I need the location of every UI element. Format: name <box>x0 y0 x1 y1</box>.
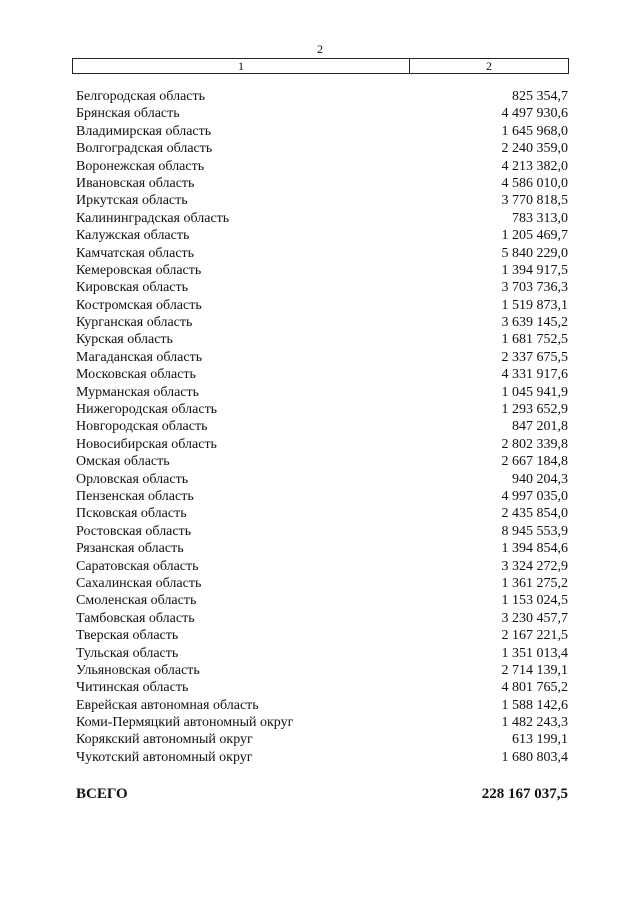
table-row <box>76 418 568 435</box>
region-value: 1 153 024,5 <box>501 593 568 609</box>
region-value: 2 435 854,0 <box>501 506 568 522</box>
region-value: 1 351 013,4 <box>501 645 568 661</box>
table-row <box>76 192 568 209</box>
table-row <box>76 662 568 679</box>
region-value: 1 588 142,6 <box>501 697 568 713</box>
region-name: Брянская область <box>76 106 180 122</box>
region-name: Тульская область <box>76 645 179 661</box>
region-value: 4 997 035,0 <box>501 488 568 504</box>
region-name: Волгоградская область <box>76 141 213 157</box>
region-name: Мурманская область <box>76 384 200 400</box>
region-name: Кировская область <box>76 280 189 296</box>
region-name: Курская область <box>76 332 173 348</box>
page-number: 2 <box>317 42 323 56</box>
total-value: 228 167 037,5 <box>481 786 568 802</box>
table-row <box>76 158 568 175</box>
region-name: Тверская область <box>76 628 179 644</box>
region-name: Калужская область <box>76 228 190 244</box>
region-value: 613 199,1 <box>512 732 568 748</box>
table-row <box>76 140 568 157</box>
region-name: Новгородская область <box>76 419 208 435</box>
table-row <box>76 262 568 279</box>
region-value: 2 802 339,8 <box>501 436 568 452</box>
region-name: Калининградская область <box>76 210 230 226</box>
region-name: Курганская область <box>76 315 193 331</box>
region-value: 4 586 010,0 <box>501 175 568 191</box>
region-name: Владимирская область <box>76 123 212 139</box>
table-row <box>76 523 568 540</box>
total-label: ВСЕГО <box>76 786 128 802</box>
region-value: 1 482 243,3 <box>501 715 568 731</box>
region-value: 1 293 652,9 <box>501 402 568 418</box>
region-name: Воронежская область <box>76 158 205 174</box>
table-row <box>76 105 568 122</box>
table-row <box>76 540 568 557</box>
table-row <box>76 558 568 575</box>
table-row <box>76 610 568 627</box>
table-row <box>76 749 568 766</box>
region-value: 4 801 765,2 <box>501 680 568 696</box>
table-row <box>76 123 568 140</box>
table-row <box>76 645 568 662</box>
region-name: Орловская область <box>76 471 189 487</box>
region-name: Сахалинская область <box>76 575 202 591</box>
region-name: Пензенская область <box>76 488 194 504</box>
table-row <box>76 384 568 401</box>
total-row <box>76 786 568 803</box>
table-row <box>76 279 568 296</box>
region-value: 1 361 275,2 <box>501 575 568 591</box>
region-value: 1 045 941,9 <box>501 384 568 400</box>
region-name: Ульяновская область <box>76 662 200 678</box>
region-name: Псковская область <box>76 506 187 522</box>
region-name: Корякский автономный округ <box>76 732 253 748</box>
region-value: 825 354,7 <box>512 89 568 104</box>
table-row <box>76 697 568 714</box>
region-value: 5 840 229,0 <box>501 245 568 261</box>
region-value: 783 313,0 <box>512 210 568 226</box>
region-name: Московская область <box>76 367 196 383</box>
region-name: Кемеровская область <box>76 262 202 278</box>
region-list <box>76 88 568 766</box>
table-row <box>76 453 568 470</box>
region-name: Коми-Пермяцкий автономный округ <box>76 715 294 731</box>
region-value: 4 497 930,6 <box>501 106 568 122</box>
table-row <box>76 314 568 331</box>
table-row <box>76 627 568 644</box>
region-name: Камчатская область <box>76 245 195 261</box>
region-value: 3 770 818,5 <box>501 193 568 209</box>
table-row <box>76 714 568 731</box>
region-value: 3 230 457,7 <box>501 610 568 626</box>
region-value: 3 324 272,9 <box>501 558 568 574</box>
region-value: 1 394 917,5 <box>501 262 568 278</box>
table-row <box>76 471 568 488</box>
table-header <box>72 58 569 74</box>
table-row <box>76 245 568 262</box>
region-name: Саратовская область <box>76 558 199 574</box>
region-value: 3 639 145,2 <box>501 315 568 331</box>
region-value: 1 519 873,1 <box>501 297 568 313</box>
table-row <box>76 679 568 696</box>
table-row <box>76 210 568 227</box>
region-value: 2 667 184,8 <box>501 454 568 470</box>
table-row <box>76 401 568 418</box>
region-value: 1 680 803,4 <box>501 749 568 765</box>
region-name: Омская область <box>76 454 170 470</box>
region-name: Тамбовская область <box>76 610 195 626</box>
table-row <box>76 366 568 383</box>
table-row <box>76 227 568 244</box>
table-row <box>76 731 568 748</box>
region-name: Магаданская область <box>76 349 203 365</box>
region-name: Еврейская автономная область <box>76 697 259 713</box>
table-row <box>76 88 568 105</box>
region-name: Белгородская область <box>76 89 206 104</box>
table-row <box>76 175 568 192</box>
region-name: Новосибирская область <box>76 436 217 452</box>
table-row <box>76 331 568 348</box>
header-col-1: 1 <box>73 59 410 73</box>
region-value: 1 205 469,7 <box>501 228 568 244</box>
region-name: Иркутская область <box>76 193 188 209</box>
region-value: 940 204,3 <box>512 471 568 487</box>
region-name: Чукотский автономный округ <box>76 749 253 765</box>
table-row <box>76 349 568 366</box>
region-value: 4 213 382,0 <box>501 158 568 174</box>
region-name: Смоленская область <box>76 593 197 609</box>
region-name: Костромская область <box>76 297 202 313</box>
table-row <box>76 592 568 609</box>
region-value: 2 240 359,0 <box>501 141 568 157</box>
region-name: Ивановская область <box>76 175 195 191</box>
region-value: 1 645 968,0 <box>501 123 568 139</box>
header-col-2: 2 <box>486 59 492 73</box>
region-value: 2 714 139,1 <box>501 662 568 678</box>
region-name: Нижегородская область <box>76 402 218 418</box>
region-name: Читинская область <box>76 680 189 696</box>
table-row <box>76 436 568 453</box>
region-value: 4 331 917,6 <box>501 367 568 383</box>
table-row <box>76 575 568 592</box>
table-row <box>76 297 568 314</box>
region-value: 1 394 854,6 <box>501 541 568 557</box>
region-value: 2 167 221,5 <box>501 628 568 644</box>
region-value: 8 945 553,9 <box>501 523 568 539</box>
region-name: Рязанская область <box>76 541 184 557</box>
region-value: 2 337 675,5 <box>501 349 568 365</box>
region-name: Ростовская область <box>76 523 192 539</box>
region-value: 847 201,8 <box>512 419 568 435</box>
region-value: 3 703 736,3 <box>501 280 568 296</box>
table-row <box>76 488 568 505</box>
region-value: 1 681 752,5 <box>501 332 568 348</box>
table-row <box>76 505 568 522</box>
